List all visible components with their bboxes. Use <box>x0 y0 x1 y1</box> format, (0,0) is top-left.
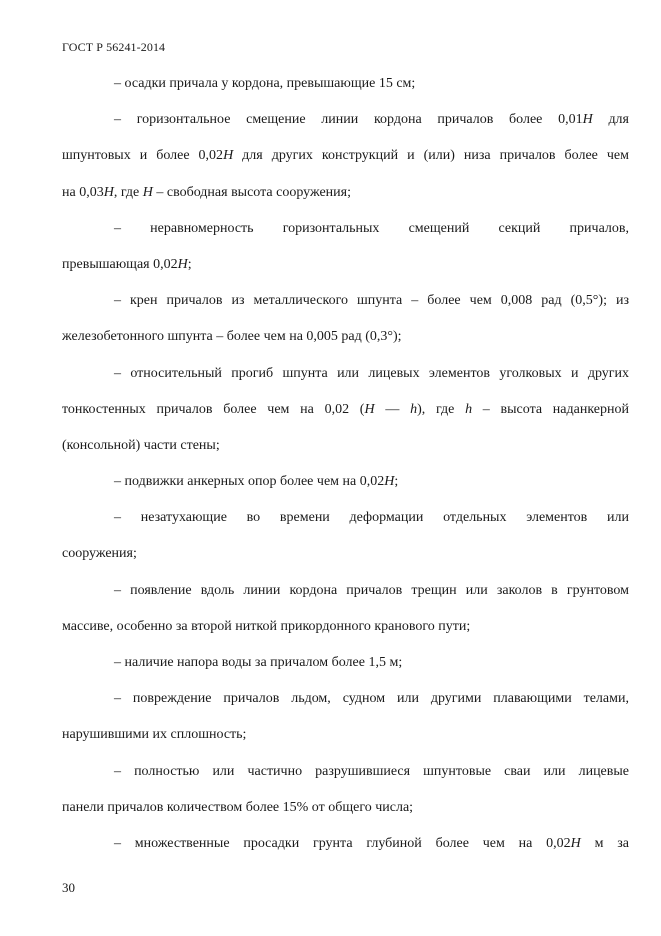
page-number: 30 <box>62 880 75 895</box>
text-line: сооружения; <box>62 546 137 562</box>
document-body <box>62 66 629 862</box>
text-line: – полностью или частично разрушившиеся шпунтовые сваи или лицевые <box>114 763 629 779</box>
text-line: – крен причалов из металлического шпунта – более чем 0,008 рад (0,5°); из <box>114 293 629 309</box>
text-line: железобетонного шпунта – более чем на 0,005 рад (0,3°); <box>62 329 402 345</box>
text-line: – горизонтальное смещение линии кордона причалов более 0,01H для <box>114 112 629 128</box>
text-line: нарушившими их сплошность; <box>62 727 247 743</box>
text-line: превышающая 0,02H; <box>62 256 192 272</box>
text-line: – относительный прогиб шпунта или лицевых элементов уголковых и других <box>114 365 629 381</box>
text-line: – осадки причала у кордона, превышающие 15 см; <box>114 76 416 91</box>
text-line: шпунтовых и более 0,02H для других конструкций и (или) низа причалов более чем <box>62 148 630 164</box>
text-line: – повреждение причалов льдом, судном или другими плавающими телами, <box>114 691 629 707</box>
page-header: ГОСТ Р 56241-2014 <box>62 40 166 54</box>
text-line: (консольной) части стены; <box>62 437 220 453</box>
text-line: – появление вдоль линии кордона причалов трещин или заколов в грунтовом <box>114 582 629 598</box>
text-line: – наличие напора воды за причалом более 1,5 м; <box>114 655 403 670</box>
text-line: – незатухающие во времени деформации отдельных элементов или <box>114 510 629 526</box>
text-line: – подвижки анкерных опор более чем на 0,02H; <box>114 474 399 490</box>
text-line: – множественные просадки грунта глубиной более чем на 0,02H м за <box>114 835 630 851</box>
text-line: массиве, особенно за второй ниткой прикордонного кранового пути; <box>62 618 471 634</box>
text-line: на 0,03H, где H – свободная высота сооружения; <box>62 184 351 200</box>
text-line: панели причалов количеством более 15% от общего числа; <box>62 799 414 815</box>
text-line: – неравномерность горизонтальных смещений секций причалов, <box>114 220 629 236</box>
text-line: тонкостенных причалов более чем на 0,02 (H — h), где h – высота наданкерной <box>62 401 629 417</box>
